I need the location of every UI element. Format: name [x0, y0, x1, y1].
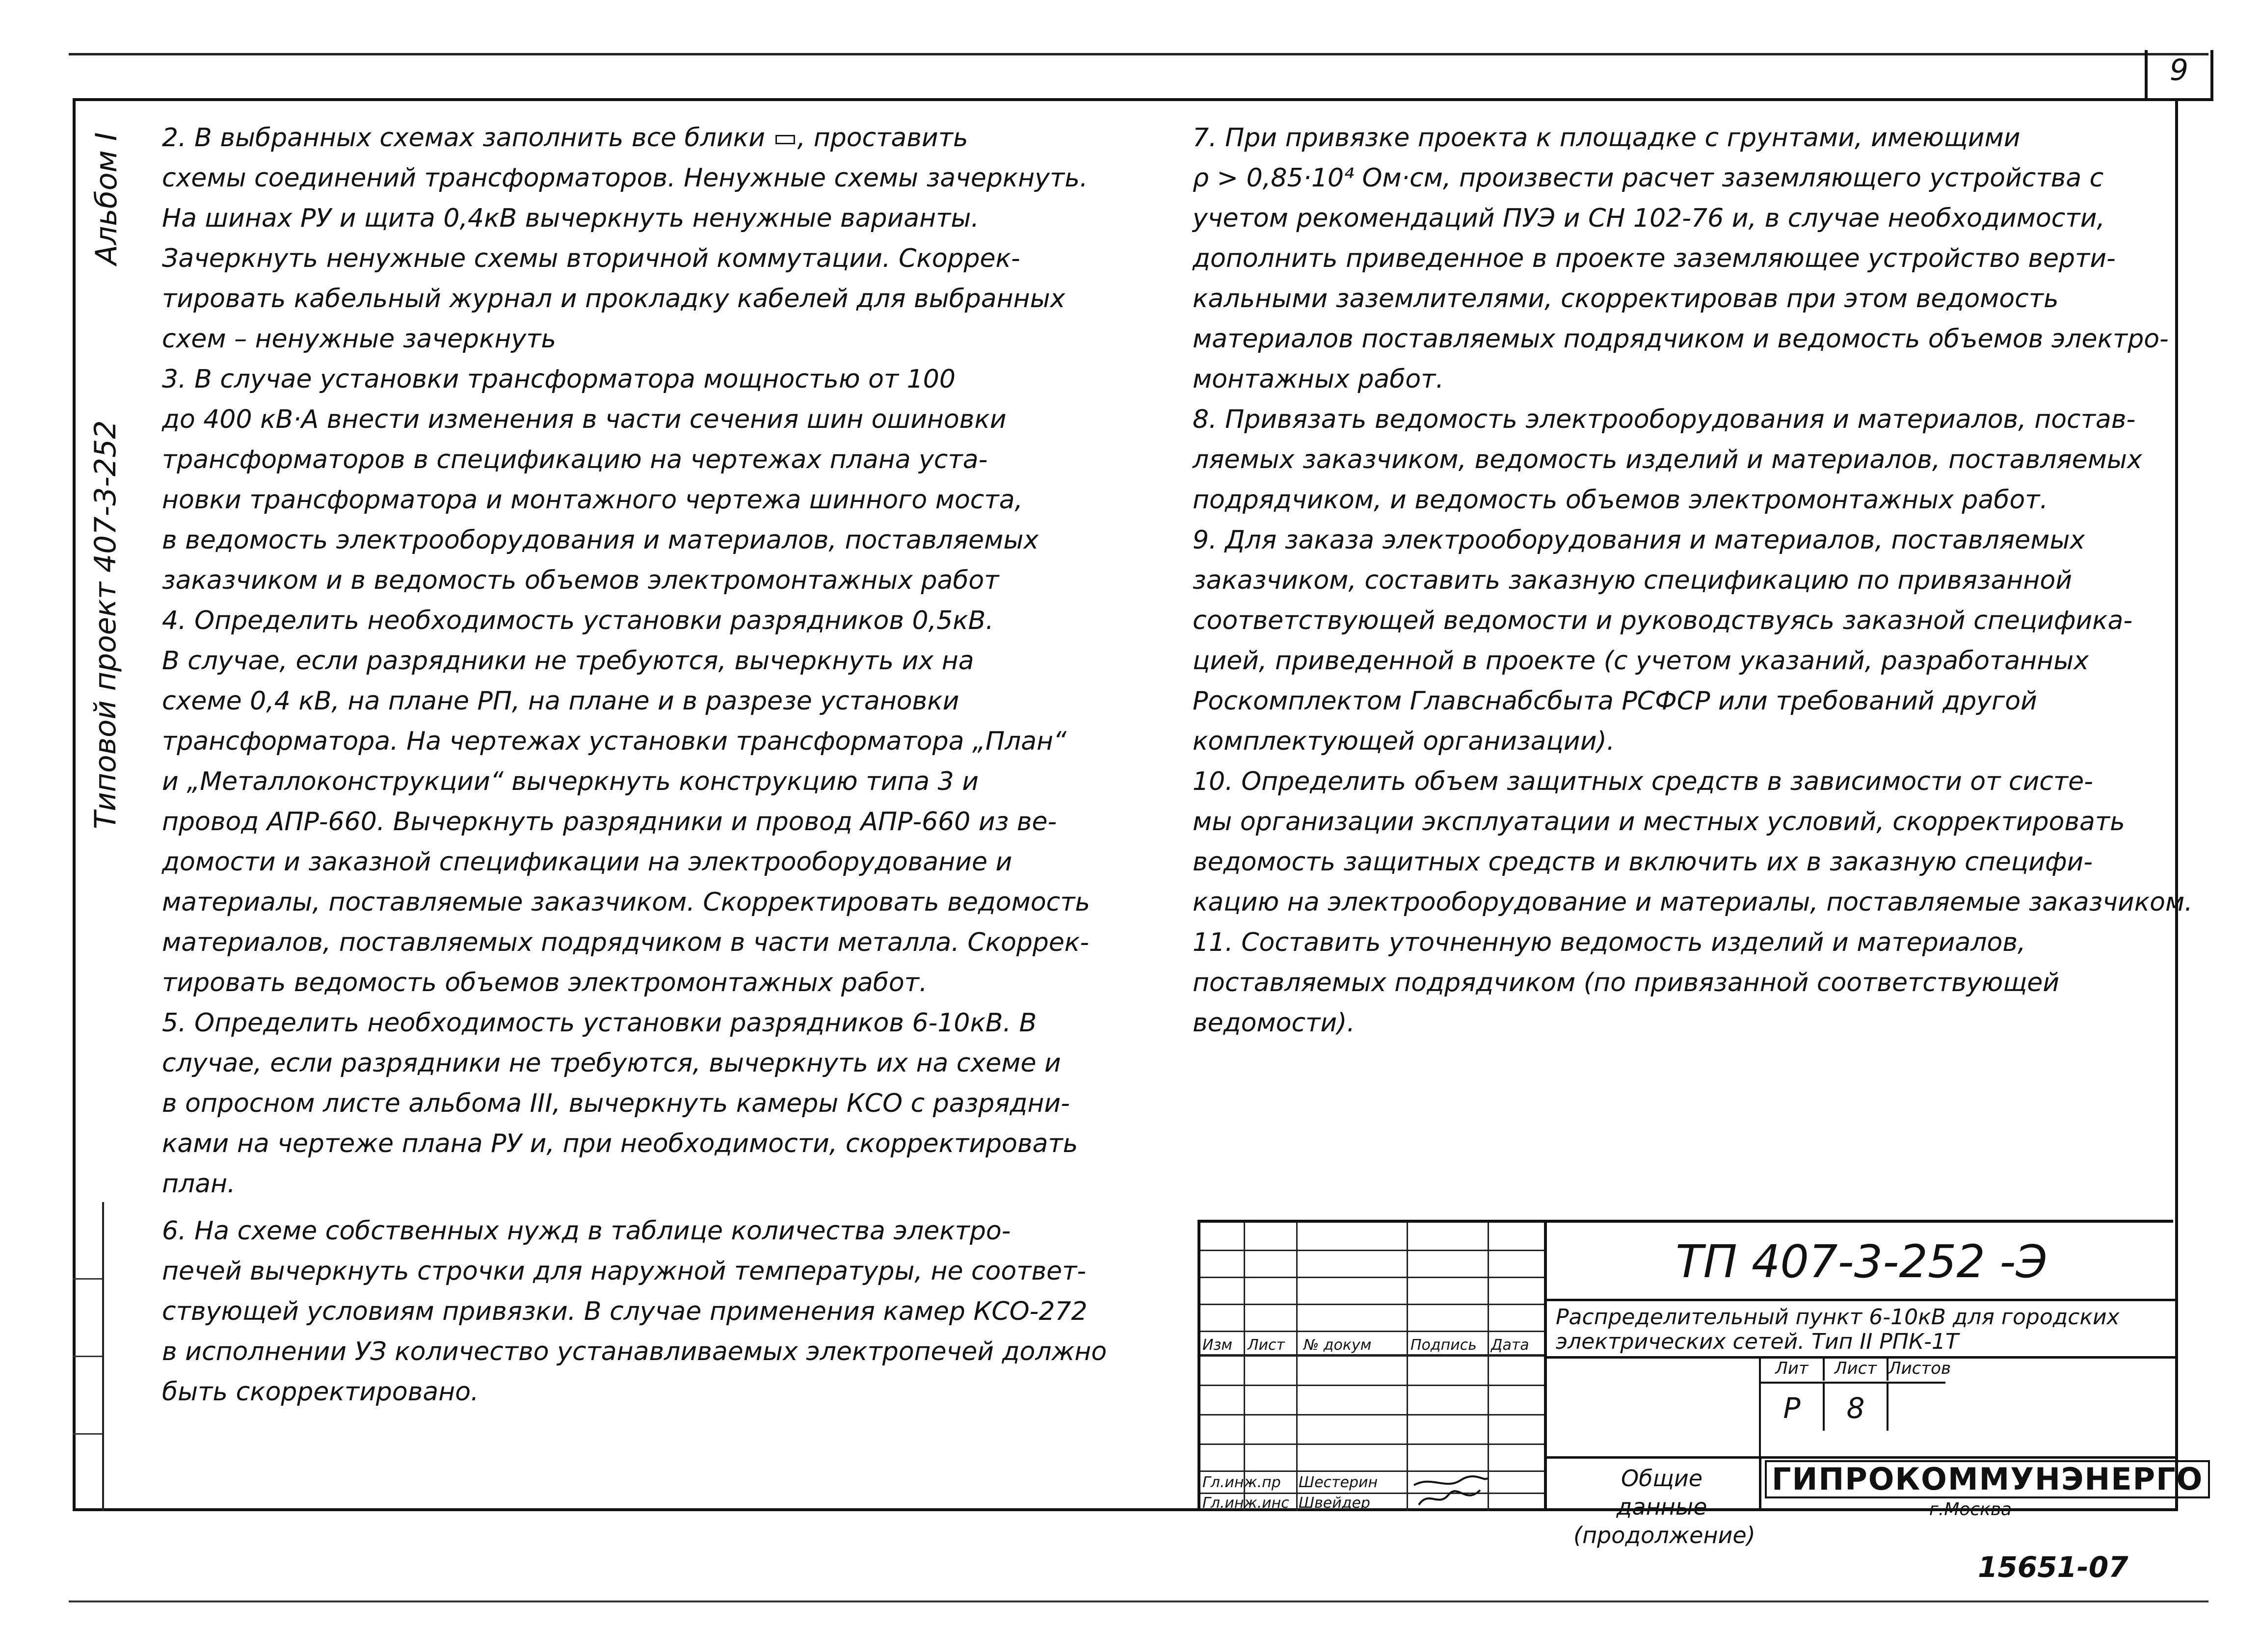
role-chief-inspector: Гл.инж.инс: [1202, 1495, 1289, 1512]
text-line: 11. Составить уточненную ведомость изделий и материалов,: [1193, 928, 2026, 957]
top-rule: [69, 53, 2208, 55]
text-line: 7. При привязке проекта к площадке с грунтами, имеющими: [1193, 123, 2021, 153]
col-header-izm: Изм: [1202, 1337, 1233, 1354]
sheets-header: Листов: [1887, 1356, 1945, 1381]
stage-value: Р: [1759, 1382, 1823, 1431]
text-line: кальными заземлителями, скорректировав при этом ведомость: [1193, 284, 2059, 314]
text-line: Роскомплектом Главснабсбыта РСФСР или требований другой: [1193, 686, 2037, 716]
text-line: быть скорректировано.: [162, 1377, 479, 1407]
text-line: ками на чертеже плана РУ и, при необходимости, скорректировать: [162, 1129, 1078, 1158]
album-label: Альбом I: [89, 132, 124, 265]
bottom-rule: [69, 1600, 2208, 1602]
text-line: комплектующей организации).: [1193, 727, 1615, 756]
text-line: материалов поставляемых подрядчиком и ведомость объемов электро-: [1193, 324, 2169, 354]
sheet-number: 9: [2169, 53, 2189, 87]
text-line: материалов, поставляемых подрядчиком в части металла. Скоррек-: [162, 928, 1090, 957]
text-line: 4. Определить необходимость установки разрядников 0,5кВ.: [162, 606, 994, 635]
text-line: монтажных работ.: [1193, 365, 1444, 394]
text-line: заказчиком и в ведомость объемов электромонтажных работ: [162, 566, 999, 595]
text-line: тировать кабельный журнал и прокладку кабелей для выбранных: [162, 284, 1065, 314]
name-1: Шестерин: [1299, 1474, 1378, 1491]
sheet-number-box: [2145, 50, 2213, 101]
text-line: Зачеркнуть ненужные схемы вторичной коммутации. Скоррек-: [162, 244, 1020, 273]
text-line: материалы, поставляемые заказчиком. Скорректировать ведомость: [162, 888, 1091, 917]
archive-code: 15651-07: [1978, 1550, 2128, 1584]
revision-grid: [1200, 1223, 1544, 1511]
text-line: 6. На схеме собственных нужд в таблице количества электро-: [162, 1216, 1011, 1246]
organization-name: ГИПРОКОММУНЭНЕРГО: [1765, 1460, 2210, 1498]
text-line: подрядчиком, и ведомость объемов электромонтажных работ.: [1193, 485, 2048, 515]
text-line: провод АПР-660. Вычеркнуть разрядники и провод АПР-660 из ве-: [162, 807, 1057, 837]
text-line: 8. Привязать ведомость электрооборудования и материалов, постав-: [1193, 405, 2136, 434]
text-line: цией, приведенной в проекте (с учетом указаний, разработанных: [1193, 646, 2089, 676]
text-line: В случае, если разрядники не требуются, вычеркнуть их на: [162, 646, 974, 676]
text-line: тировать ведомость объемов электромонтажных работ.: [162, 968, 928, 997]
text-line: план.: [162, 1169, 236, 1199]
text-line: трансформаторов в спецификацию на чертежах плана уста-: [162, 445, 988, 474]
text-line: схеме 0,4 кВ, на плане РП, на плане и в разрезе установки: [162, 686, 959, 716]
text-line: 10. Определить объем защитных средств в зависимости от систе-: [1193, 767, 2093, 796]
description-line: Распределительный пункт 6-10кВ для городских: [1556, 1305, 2120, 1330]
text-line: трансформатора. На чертежах установки трансформатора „План“: [162, 727, 1067, 756]
left-stamp-column: [73, 1202, 104, 1511]
document-description: [1556, 1305, 2169, 1354]
project-label: Типовой проект 407-3-252: [88, 420, 123, 829]
text-line: 2. В выбранных схемах заполнить все блики ▭, проставить: [162, 123, 968, 153]
organization: [1765, 1460, 2204, 1520]
text-line: в опросном листе альбома III, вычеркнуть камеры КСО с разрядни-: [162, 1089, 1070, 1118]
text-line: новки трансформатора и монтажного чертежа шинного моста,: [162, 485, 1023, 515]
title-block: [1197, 1220, 2204, 1548]
text-line: схемы соединений трансформаторов. Ненужные схемы зачеркнуть.: [162, 163, 1088, 193]
sheet-header: Лист: [1823, 1356, 1887, 1381]
description-line: электрических сетей. Тип II РПК-1Т: [1556, 1329, 1959, 1354]
text-line: домости и заказной спецификации на электрооборудование и: [162, 847, 1012, 877]
sheet-title: [1573, 1464, 1756, 1549]
text-line: 3. В случае установки трансформатора мощностью от 100: [162, 365, 956, 394]
text-line: ведомость защитных средств и включить их в заказную специфи-: [1193, 847, 2093, 877]
sheet-value: 8: [1823, 1382, 1887, 1431]
col-header-list: Лист: [1248, 1337, 1285, 1354]
document-code: ТП 407-3-252 -Э: [1547, 1223, 2176, 1301]
col-header-date: Дата: [1491, 1337, 1529, 1354]
left-text-column: [162, 118, 1107, 1412]
text-line: поставляемых подрядчиком (по привязанной соответствующей: [1193, 968, 2060, 997]
title-block-rule: [1547, 1456, 2176, 1459]
text-line: заказчиком, составить заказную спецификацию по привязанной: [1193, 566, 2073, 595]
col-header-doc: № докум: [1303, 1337, 1372, 1354]
role-chief-engineer: Гл.инж.пр: [1202, 1474, 1281, 1491]
stage-header: Лит: [1759, 1356, 1823, 1381]
text-line: схем – ненужные зачеркнуть: [162, 324, 557, 354]
col-header-sign: Подпись: [1410, 1337, 1477, 1354]
name-2: Швейдер: [1299, 1495, 1370, 1512]
text-line: учетом рекомендаций ПУЭ и СН 102-76 и, в случае необходимости,: [1193, 204, 2105, 233]
organization-city: г.Москва: [1929, 1499, 2012, 1520]
text-line: ляемых заказчиком, ведомость изделий и материалов, поставляемых: [1193, 445, 2142, 474]
text-line: до 400 кВ·А внести изменения в части сечения шин ошиновки: [162, 405, 1007, 434]
text-line: случае, если разрядники не требуются, вычеркнуть их на схеме и: [162, 1049, 1061, 1078]
title-block-divider: [1759, 1456, 1761, 1511]
text-line: соответствующей ведомости и руководствуясь заказной специфика-: [1193, 606, 2133, 635]
sheets-value: [1887, 1382, 1945, 1431]
sheet-title-line: Общие данные: [1616, 1465, 1707, 1520]
text-line: На шинах РУ и щита 0,4кВ вычеркнуть ненужные варианты.: [162, 204, 980, 233]
text-line: ствующей условиям привязки. В случае применения камер КСО-272: [162, 1297, 1088, 1326]
text-line: и „Металлоконструкции“ вычеркнуть конструкцию типа 3 и: [162, 767, 979, 796]
stage-area: [1759, 1356, 2176, 1456]
text-line: кацию на электрооборудование и материалы, поставляемые заказчиком.: [1193, 888, 2193, 917]
text-line: 5. Определить необходимость установки разрядников 6-10кВ. В: [162, 1008, 1037, 1038]
text-line: ρ > 0,85·10⁴ Ом·см, произвести расчет заземляющего устройства с: [1193, 163, 2104, 193]
text-line: дополнить приведенное в проекте заземляющее устройство верти-: [1193, 244, 2116, 273]
text-line: печей вычеркнуть строчки для наружной температуры, не соответ-: [162, 1257, 1087, 1286]
text-line: ведомости).: [1193, 1008, 1355, 1038]
text-line: в исполнении УЗ количество устанавливаемых электропечей должно: [162, 1337, 1107, 1366]
text-line: мы организации эксплуатации и местных условий, скорректировать: [1193, 807, 2125, 837]
sheet-title-line: (продолжение): [1573, 1522, 1756, 1548]
text-line: 9. Для заказа электрооборудования и материалов, поставляемых: [1193, 525, 2085, 555]
signature-mark: [1411, 1470, 1490, 1510]
right-text-column: [1193, 118, 2193, 1043]
text-line: в ведомость электрооборудования и материалов, поставляемых: [162, 525, 1039, 555]
